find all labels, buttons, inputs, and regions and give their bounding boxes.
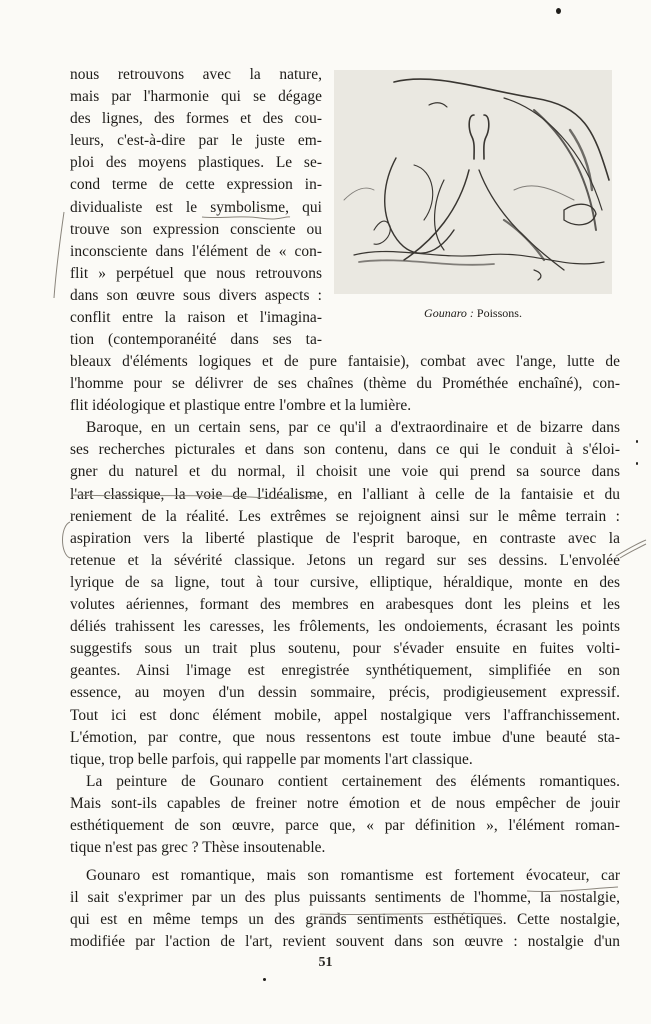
text-line: bleaux d'éléments logiques et de pure fantaisie), combat avec l'ange, lutte de [70,353,620,370]
pencil-underline-idealisme-icon [70,492,320,500]
text-line: volutes aériennes, formant des membres en arabesques dont les pleins et les [70,596,620,614]
narrow-column [70,64,322,351]
figure-caption [334,306,612,321]
text-line: l'art classique, la voie de l'idéalisme, en l'alliant à celle de la fantaisie et du [70,485,620,503]
text-line: Mais sont-ils capables de freiner notre émotion et de nous empêcher de jouir [70,794,620,812]
text-line: flit idéologique et plastique entre l'ombre et la lumière. [70,397,412,415]
text-line: retenue et la sévérité classique. Jetons un regard sur ses dessins. L'envolée [70,551,620,569]
text-line: leurs, c'est-à-dire par le juste em- [70,132,322,150]
text-line: nous retrouvons avec la nature, [70,66,322,83]
margin-dot [636,462,638,465]
text-line: geantes. Ainsi l'image est enregistrée synthétiquement, simplifiée en son [70,662,620,680]
text-line: essence, au moyen d'un dessin sommaire, précis, prodigieusement expressif. [70,684,620,702]
text-line: qui est en même temps un des grands sentiments esthétiques. Cette nostalgie, [70,911,620,929]
text-line: ses recherches picturales et dans son contenu, dans ce qui le conduit à s'éloi- [70,441,620,459]
ink-speck [556,8,561,14]
text-line: cond terme de cette expression in- [70,176,322,194]
caption-artist: Gounaro : [424,306,474,320]
paragraph [70,771,620,859]
pencil-bracket-icon [58,520,72,560]
margin-dot [263,978,266,981]
text-line: tique, trop belle parfois, qui rappelle par moments l'art classique. [70,750,473,768]
text-line: aspiration vers la liberté plastique de l'esprit baroque, en contraste avec la [70,529,620,547]
text-line: gner du naturel et du normal, il choisit une voie qui prend sa source dans [70,463,620,481]
text-line: tique n'est pas grec ? Thèse insoutenable. [70,839,326,857]
text-line: modifiée par l'action de l'art, revient souvent dans son œuvre : nostalgie d'un [70,933,620,951]
text-line: mais par l'harmonie qui se dégage [70,88,322,106]
pencil-check-mark-icon [614,538,648,560]
text-line: Baroque, en un certain sens, par ce qu'il a d'extraordinaire et de bizarre dans [86,419,620,437]
text-line: suggestifs sous un trait plus soutenu, pour s'évader ensuite en fuites volti- [70,640,620,658]
drawing-illustration [334,70,612,294]
text-line: inconsciente dans l'élément de « con- [70,242,322,260]
text-line: tion (contemporanéité dans ses ta- [70,331,322,349]
text-line: esthétiquement de son œuvre, parce que, « par définition », l'élément roman- [70,816,620,834]
wide-column [70,351,620,954]
text-line: L'émotion, par contre, que nous ressentons est toute imbue d'une beauté sta- [70,728,620,746]
margin-dot [636,440,638,443]
pencil-underline-sentiments-icon [318,910,503,918]
text-line: conflit entre la raison et l'imagina- [70,309,322,327]
text-line: Gounaro est romantique, mais son romantisme est fortement évocateur, car [86,867,620,885]
text-line: lyrique de sa ligne, tout à tour cursive, elliptique, héraldique, monte en des [70,573,620,591]
text-line: reniement de la réalité. Les extrêmes se rejoignent ainsi sur le même terrain : [70,507,620,525]
text-line: Tout ici est donc élément mobile, appel nostalgique vers l'affranchissement. [70,706,620,724]
paragraph [70,351,620,417]
text-line: dividualiste est le symbolisme, qui [70,198,322,216]
page-number: 51 [318,955,333,970]
text-line: ploi des moyens plastiques. Le se- [70,154,322,172]
paragraph [70,417,620,771]
pencil-underline-symbolisme-icon [200,213,292,221]
text-line: déliés trahissent les caresses, les frôlements, les ondoiements, écrasant les points [70,618,620,636]
pencil-margin-line-icon [50,210,70,300]
text-line: dans son œuvre sous divers aspects : [70,286,322,304]
text-line: l'homme pour se délivrer de ses chaînes (thème du Prométhée enchaîné), con- [70,375,620,393]
pencil-underline-nostalgie-icon [525,885,620,895]
text-line: des lignes, des formes et des cou- [70,110,322,128]
text-line: La peinture de Gounaro contient certainement des éléments romantiques. [86,772,620,790]
text-line: il sait s'exprimer par un des plus puissants sentiments de l'homme, la nostalgie, [70,889,620,907]
figure [334,70,612,320]
text-line: trouve son expression consciente ou [70,220,322,238]
caption-title: Poissons. [476,306,522,320]
text-line: flit » perpétuel que nous retrouvons [70,264,322,282]
